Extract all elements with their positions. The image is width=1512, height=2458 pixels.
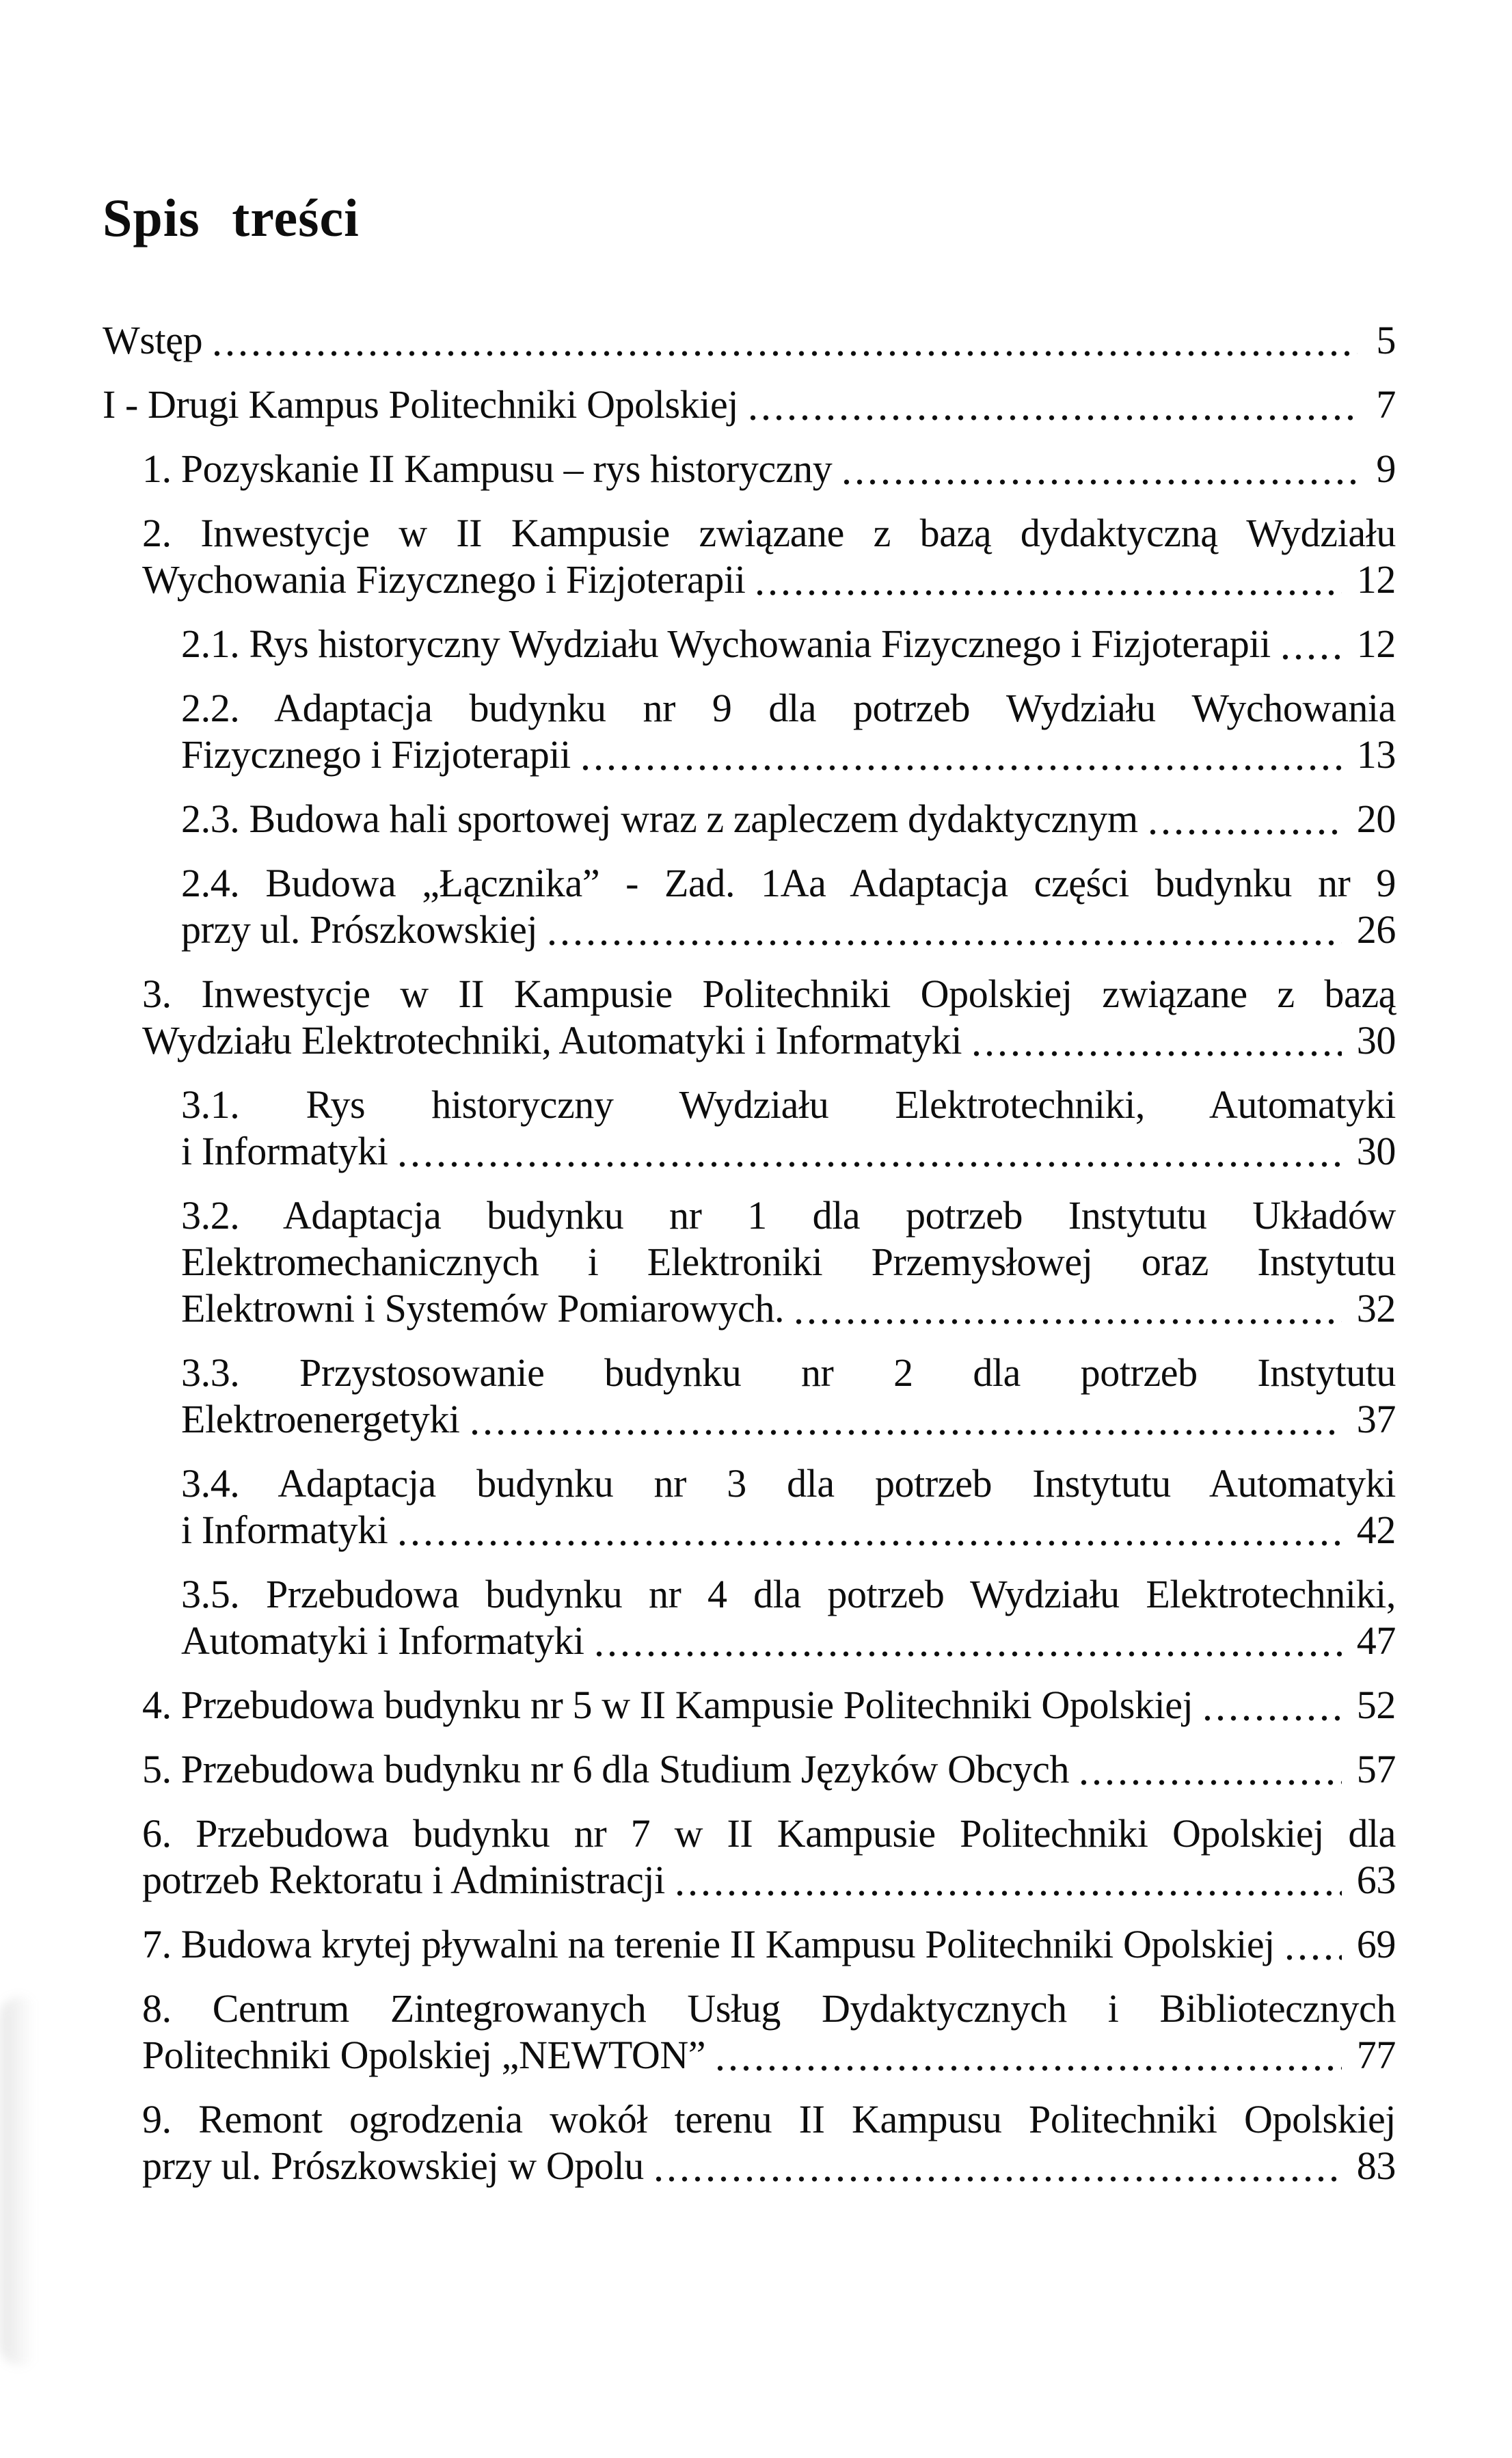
page-number: 37 xyxy=(1356,1397,1396,1441)
toc-entry-text: Elektromechanicznych i Elektroniki Przemysłowej oraz Instytutu xyxy=(181,1240,1396,1284)
toc-entry-text: Fizycznego i Fizjoterapii xyxy=(181,732,571,777)
page-number: 12 xyxy=(1356,622,1396,666)
toc-entry-text: 8. Centrum Zintegrowanych Usług Dydaktycznych i Bibliotecznych xyxy=(142,1986,1396,2031)
toc-list xyxy=(103,317,1396,2189)
toc-entry-text: 2. Inwestycje w II Kampusie związane z bazą dydaktyczną Wydziału xyxy=(142,511,1396,555)
toc-entry xyxy=(181,1350,1396,1443)
dot-leader xyxy=(1283,1921,1342,1968)
toc-entry-text: 7. Budowa krytej pływalni na terenie II Kampusu Politechniki Opolskiej xyxy=(142,1922,1275,1966)
toc-entry xyxy=(142,971,1396,1064)
dot-leader xyxy=(579,732,1342,778)
toc-entry-leader-line xyxy=(181,907,1396,953)
page-number: 83 xyxy=(1356,2143,1396,2188)
dot-leader xyxy=(545,907,1342,953)
page-number: 69 xyxy=(1356,1922,1396,1966)
toc-entry-text: 5. Przebudowa budynku nr 6 dla Studium Języków Obcych xyxy=(142,1747,1070,1791)
toc-entry-leader-line xyxy=(103,382,1396,428)
toc-entry xyxy=(103,317,1396,364)
toc-entry-leader-line xyxy=(181,1128,1396,1175)
toc-entry xyxy=(181,621,1396,667)
toc-entry xyxy=(181,1460,1396,1553)
toc-entry-text: Politechniki Opolskiej „NEWTON” xyxy=(142,2033,706,2077)
page-number: 7 xyxy=(1376,382,1396,427)
dot-leader xyxy=(396,1507,1341,1553)
toc-entry-text: 2.4. Budowa „Łącznika” - Zad. 1Aa Adaptacja części budynku nr 9 xyxy=(181,861,1396,905)
toc-entry-text: 3.5. Przebudowa budynku nr 4 dla potrzeb Wydziału Elektrotechniki, xyxy=(181,1572,1396,1616)
toc-entry-leader-line xyxy=(142,1857,1396,1903)
dot-leader xyxy=(753,557,1341,603)
toc-entry-leader-line xyxy=(142,2032,1396,2079)
toc-entry-leader-line xyxy=(181,1285,1396,1332)
dot-leader xyxy=(714,2032,1342,2079)
toc-entry xyxy=(181,860,1396,953)
scan-artifact-left-edge xyxy=(0,1996,41,2366)
toc-entry xyxy=(142,1986,1396,2079)
dot-leader xyxy=(673,1857,1342,1903)
dot-leader xyxy=(792,1285,1342,1332)
dot-leader xyxy=(396,1128,1341,1175)
page-number: 57 xyxy=(1356,1747,1396,1791)
toc-entry-leader-line xyxy=(181,1507,1396,1553)
toc-entry xyxy=(181,1571,1396,1664)
page-number: 5 xyxy=(1376,318,1396,362)
dot-leader xyxy=(1201,1682,1341,1728)
toc-entry-text: 4. Przebudowa budynku nr 5 w II Kampusie Politechniki Opolskiej xyxy=(142,1683,1193,1727)
page-number: 30 xyxy=(1356,1018,1396,1063)
toc-entry xyxy=(181,685,1396,778)
toc-entry-leader-line xyxy=(181,621,1396,667)
toc-entry xyxy=(142,446,1396,492)
toc-entry xyxy=(181,796,1396,842)
dot-leader xyxy=(1146,796,1342,842)
toc-entry-leader-line xyxy=(181,796,1396,842)
toc-entry-leader-line xyxy=(142,1682,1396,1728)
page-number: 42 xyxy=(1356,1508,1396,1552)
text-block xyxy=(103,188,1396,2189)
toc-entry-text: Wydziału Elektrotechniki, Automatyki i Informatyki xyxy=(142,1018,962,1063)
toc-entry-text: 6. Przebudowa budynku nr 7 w II Kampusie Politechniki Opolskiej dla xyxy=(142,1811,1396,1856)
toc-entry-leader-line xyxy=(142,2143,1396,2189)
toc-entry xyxy=(142,2096,1396,2189)
toc-entry-text: Elektrowni i Systemów Pomiarowych. xyxy=(181,1286,785,1331)
page-number: 13 xyxy=(1356,732,1396,777)
page-number: 20 xyxy=(1356,797,1396,841)
toc-entry-text: 2.2. Adaptacja budynku nr 9 dla potrzeb Wydziału Wychowania xyxy=(181,686,1396,730)
page-number: 52 xyxy=(1356,1683,1396,1727)
toc-entry xyxy=(181,1192,1396,1332)
dot-leader xyxy=(468,1396,1342,1443)
toc-entry-leader-line xyxy=(181,732,1396,778)
page-title: Spis treści xyxy=(103,188,360,248)
toc-entry-text: przy ul. Prószkowskiej xyxy=(181,907,538,952)
toc-entry-text: 2.3. Budowa hali sportowej wraz z zapleczem dydaktycznym xyxy=(181,797,1138,841)
dot-leader xyxy=(1279,621,1342,667)
page-number: 30 xyxy=(1356,1129,1396,1173)
dot-leader xyxy=(746,382,1358,428)
toc-entry-leader-line xyxy=(142,1746,1396,1793)
toc-entry-text: Elektroenergetyki xyxy=(181,1397,460,1441)
dot-leader xyxy=(840,446,1358,492)
toc-entry-text: i Informatyki xyxy=(181,1508,388,1552)
toc-entry xyxy=(181,1082,1396,1175)
toc-entry xyxy=(142,1921,1396,1968)
toc-entry-text: 3.3. Przystosowanie budynku nr 2 dla potrzeb Instytutu xyxy=(181,1350,1396,1395)
toc-entry xyxy=(142,1746,1396,1793)
page-number: 32 xyxy=(1356,1286,1396,1331)
toc-entry xyxy=(142,1682,1396,1728)
toc-entry-leader-line xyxy=(181,1618,1396,1664)
toc-entry-leader-line xyxy=(181,1396,1396,1443)
toc-entry-text: 2.1. Rys historyczny Wydziału Wychowania Fizycznego i Fizjoterapii xyxy=(181,622,1271,666)
toc-entry-leader-line xyxy=(103,317,1396,364)
toc-entry-leader-line xyxy=(142,1017,1396,1064)
toc-entry-leader-line xyxy=(142,1921,1396,1968)
dot-leader xyxy=(970,1017,1342,1064)
toc-entry xyxy=(142,510,1396,603)
toc-entry-leader-line xyxy=(142,446,1396,492)
page-number: 26 xyxy=(1356,907,1396,952)
dot-leader xyxy=(211,317,1358,364)
toc-entry-leader-line xyxy=(142,557,1396,603)
toc-entry-text: 9. Remont ogrodzenia wokół terenu II Kampusu Politechniki Opolskiej xyxy=(142,2097,1396,2141)
dot-leader xyxy=(593,1618,1342,1664)
page-number: 47 xyxy=(1356,1618,1396,1663)
page-number: 77 xyxy=(1356,2033,1396,2077)
toc-entry-text: 3.2. Adaptacja budynku nr 1 dla potrzeb Instytutu Układów xyxy=(181,1193,1396,1238)
toc-entry-text: Wychowania Fizycznego i Fizjoterapii xyxy=(142,557,746,602)
toc-entry xyxy=(103,382,1396,428)
dot-leader xyxy=(1077,1746,1342,1793)
toc-entry-text: i Informatyki xyxy=(181,1129,388,1173)
dot-leader xyxy=(652,2143,1342,2189)
toc-entry-text: 3.4. Adaptacja budynku nr 3 dla potrzeb Instytutu Automatyki xyxy=(181,1461,1396,1506)
toc-entry-text: Wstęp xyxy=(103,318,203,362)
toc-entry-text: przy ul. Prószkowskiej w Opolu xyxy=(142,2143,644,2188)
toc-entry-text: 3.1. Rys historyczny Wydziału Elektrotechniki, Automatyki xyxy=(181,1082,1396,1127)
page-number: 63 xyxy=(1356,1858,1396,1902)
toc-entry-text: Automatyki i Informatyki xyxy=(181,1618,584,1663)
page-number: 12 xyxy=(1356,557,1396,602)
toc-entry-text: I - Drugi Kampus Politechniki Opolskiej xyxy=(103,382,739,427)
toc-entry-text: potrzeb Rektoratu i Administracji xyxy=(142,1858,665,1902)
toc-entry-text: 3. Inwestycje w II Kampusie Politechniki Opolskiej związane z bazą xyxy=(142,972,1396,1016)
page-number: 9 xyxy=(1376,446,1396,491)
toc-entry-text: 1. Pozyskanie II Kampusu – rys historyczny xyxy=(142,446,833,491)
toc-entry xyxy=(142,1811,1396,1903)
